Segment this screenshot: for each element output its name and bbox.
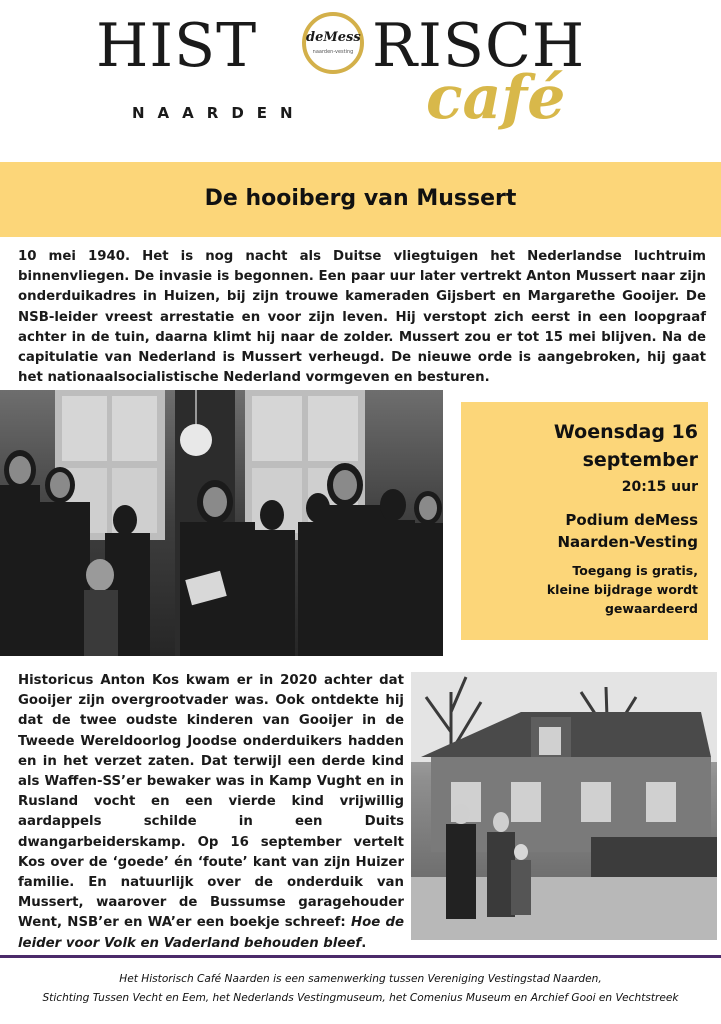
logo bbox=[0, 0, 721, 160]
logo-subtitle: NAARDEN bbox=[132, 104, 306, 122]
footer-credits bbox=[0, 970, 721, 1008]
footer-line2: Stichting Tussen Vecht en Eem, het Nederlands Vestingmuseum, het Comenius Museum en Archief Gooi en Vechtstreek bbox=[42, 992, 679, 1004]
photo-group-hall bbox=[0, 390, 443, 656]
page-title: De hooiberg van Mussert bbox=[204, 186, 517, 211]
event-entry-line3: gewaardeerd bbox=[604, 601, 698, 616]
event-time: 20:15 uur bbox=[621, 479, 698, 495]
footer-divider bbox=[0, 955, 721, 958]
intro-paragraph: 10 mei 1940. Het is nog nacht als Duitse vliegtuigen het Nederlandse luchtruim binnenvliegen. De invasie is begonnen. Een paar uur later vertrekt Anton Mussert naar zijn onderduikadres in Huizen, bij zijn trouwe kameraden Gijsbert en Margarethe Gooijer. De NSB-leider vreest arrestatie en voor zijn leven. Hij verstopt zich eerst in een loopgraaf achter in de tuin, daarna klimt hij naar de zolder. Mussert zou er tot 15 mei blijven. Na de capitulatie van Nederland is Mussert verheugd. De nieuwe orde is aangebroken, hij gaat het nationaalsocialistische Nederland vormgeven en besturen. bbox=[18, 249, 706, 386]
story-paragraph bbox=[18, 671, 404, 954]
photo-house bbox=[411, 672, 717, 940]
event-town: Naarden-Vesting bbox=[557, 533, 698, 551]
photo-group-hall-image bbox=[0, 390, 443, 656]
logo-word-right: RISCH bbox=[372, 11, 586, 81]
title-band bbox=[0, 162, 721, 237]
event-venue: Podium deMess bbox=[565, 511, 698, 529]
logo-ring-sub: naarden-vesting bbox=[312, 49, 354, 55]
event-day-line1: Woensdag 16 bbox=[553, 421, 698, 443]
logo-word-left: HIST bbox=[96, 11, 258, 81]
book-title: Hoe de leider voor Volk en Vaderland behouden bleef bbox=[18, 915, 404, 951]
event-entry-line1: Toegang is gratis, bbox=[572, 563, 698, 578]
logo-cafe-script: café bbox=[426, 63, 566, 133]
photo-house-image bbox=[411, 672, 717, 940]
story-end: . bbox=[361, 935, 367, 951]
logo-ring-brand: deMess bbox=[306, 30, 361, 45]
footer-line1: Het Historisch Café Naarden is een samenwerking tussen Vereniging Vestingstad Naarden, bbox=[119, 973, 602, 985]
logo-ring bbox=[302, 12, 364, 74]
event-entry-line2: kleine bijdrage wordt bbox=[546, 582, 698, 597]
event-info-panel bbox=[461, 402, 708, 640]
story-text: Historicus Anton Kos kwam er in 2020 achter dat Gooijer zijn overgrootvader was. Ook ontdekte hij dat de twee oudste kinderen van Gooijer in de Tweede Wereldoorlog Joodse onderduikers hadden en in het verzet zaten. Dat terwijl een derde kind als Waffen-SS’er bewaker was in Kamp Vught en in Rusland vocht en een vierde kind vrijwillig aardappels schilde in een Duits dwangarbeiderskamp. Op 16 september vertelt Kos over de ‘goede’ én ‘foute’ kant van zijn Huizer familie. En natuurlijk over de onderduik van Mussert, waarover de Bussumse garagehouder Went, NSB’er en WA’er een boekje schreef: bbox=[18, 673, 404, 931]
event-day-line2: september bbox=[582, 449, 698, 471]
